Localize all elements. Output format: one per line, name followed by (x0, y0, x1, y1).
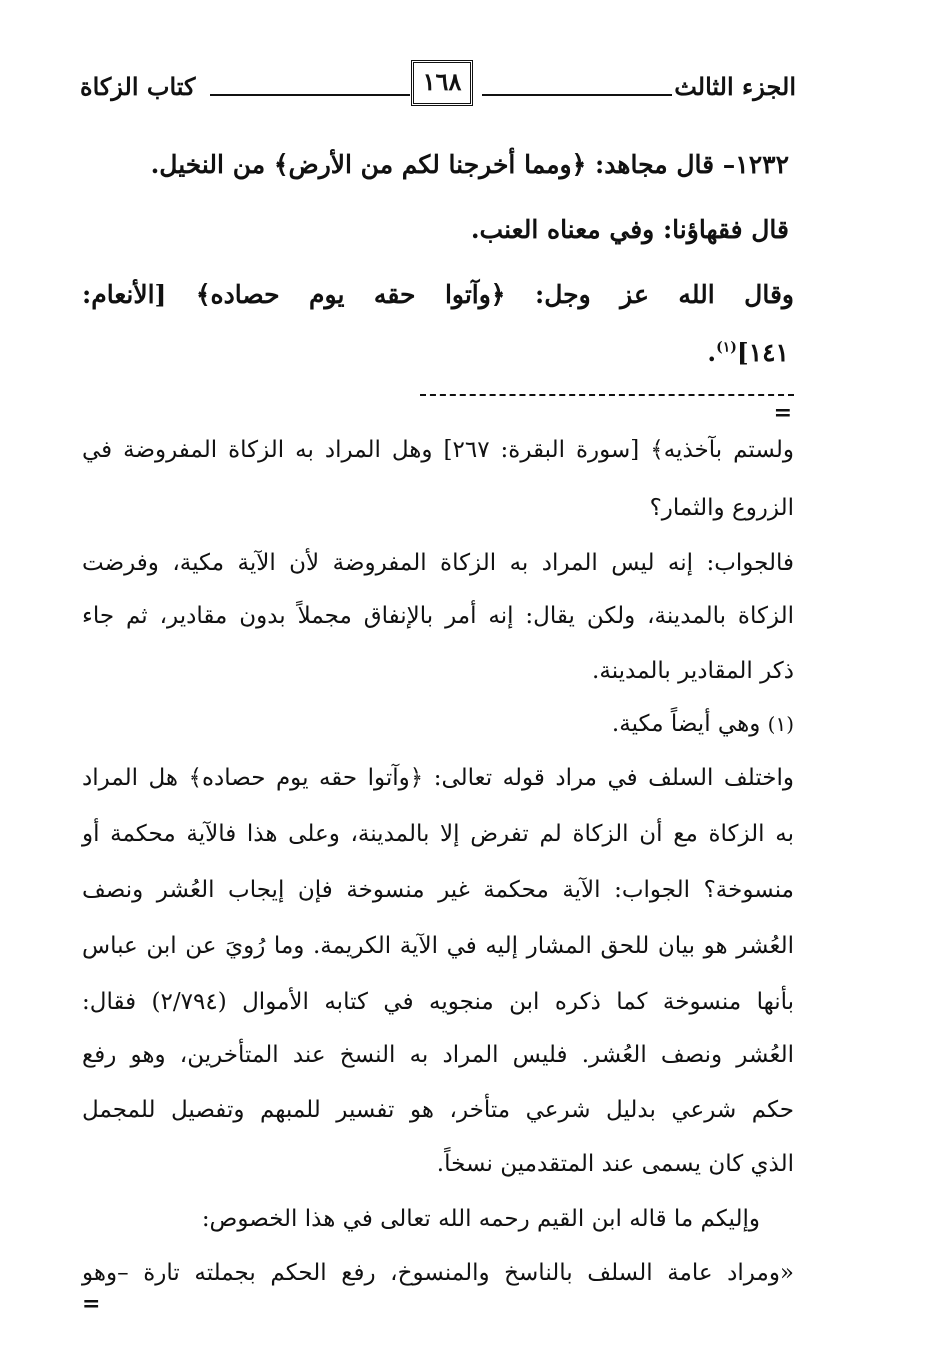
header-rule-left (210, 94, 410, 96)
footnote-line: ولستم بآخذيه﴾ [سورة البقرة: ٢٦٧] وهل المراد به الزكاة المفروضة في (82, 437, 795, 463)
footnote-line: وإليكم ما قاله ابن القيم رحمه الله تعالى في هذا الخصوص: (201, 1206, 760, 1232)
footnote-line: ذكر المقادير بالمدينة. (592, 658, 794, 684)
footnote-line: فالجواب: إنه ليس المراد به الزكاة المفروضة لأن الآية مكية، وفرضت (82, 550, 794, 576)
footnote-line: «ومراد عامة السلف بالناسخ والمنسوخ، رفع الحكم بجملته تارة –وهو (82, 1260, 794, 1286)
footnote-line: به الزكاة مع أن الزكاة لم تفرض إلا بالمدينة، وعلى هذا فالآية محكمة أو (82, 821, 794, 847)
footnote-line: الزكاة بالمدينة، ولكن يقال: إنه أمر بالإنفاق مجملاً بدون مقادير، ثم جاء (82, 603, 794, 629)
body-line: قال فقهاؤنا: وفي معناه العنب. (470, 215, 789, 244)
footnote-line: العُشر ونصف العُشر. فليس المراد به النسخ عند المتأخرين، وهو رفع (82, 1042, 794, 1068)
footnote-line: واختلف السلف في مراد قوله تعالى: ﴿وآتوا حقه يوم حصاده﴾ هل المراد (82, 765, 794, 791)
page-number: ١٦٨ (411, 60, 473, 106)
header-rule-right (482, 94, 672, 96)
footnote-line: الذي كان يسمى عند المتقدمين نسخاً. (436, 1151, 794, 1177)
footnote-line: بأنها منسوخة كما ذكره ابن منجويه في كتابه الأموال (٢/٧٩٤) فقال: (82, 989, 794, 1015)
hadith-line: ١٢٣٢– قال مجاهد: ﴿ومما أخرجنا لكم من الأرض﴾ من النخيل. (150, 150, 789, 179)
running-header (80, 58, 796, 118)
body-line-end (707, 340, 789, 365)
footnote-separator (420, 394, 794, 396)
full-stop: . (707, 338, 717, 367)
footnote-1-text: وهي أيضاً مكية. (611, 711, 761, 737)
verse-reference: ١٤١] (736, 338, 789, 367)
footnote-line: حكم شرعي بدليل شرعي متأخر، هو تفسير للمبهم وتفصيل للمجمل (82, 1097, 794, 1123)
footnote-1 (612, 713, 794, 736)
body-line: وقال الله عز وجل: ﴿وآتوا حقه يوم حصاده﴾ [الأنعام: (82, 280, 794, 309)
footnote-line: العُشر هو بيان للحق المشار إليه في الآية الكريمة. وما رُويَ عن ابن عباس (82, 933, 794, 959)
footnote-line: منسوخة؟ الجواب: الآية محكمة غير منسوخة فإن إيجاب العُشر ونصف (82, 877, 794, 903)
footnote-ref: (١) (716, 339, 737, 356)
footnote-1-marker: (١) (767, 712, 794, 736)
continuation-mark-end: = (82, 1291, 101, 1317)
chapter-title: كتاب الزكاة (80, 72, 196, 101)
volume-title: الجزء الثالث (674, 72, 796, 101)
continuation-mark: = (773, 400, 792, 426)
footnote-line: الزروع والثمار؟ (649, 495, 794, 521)
